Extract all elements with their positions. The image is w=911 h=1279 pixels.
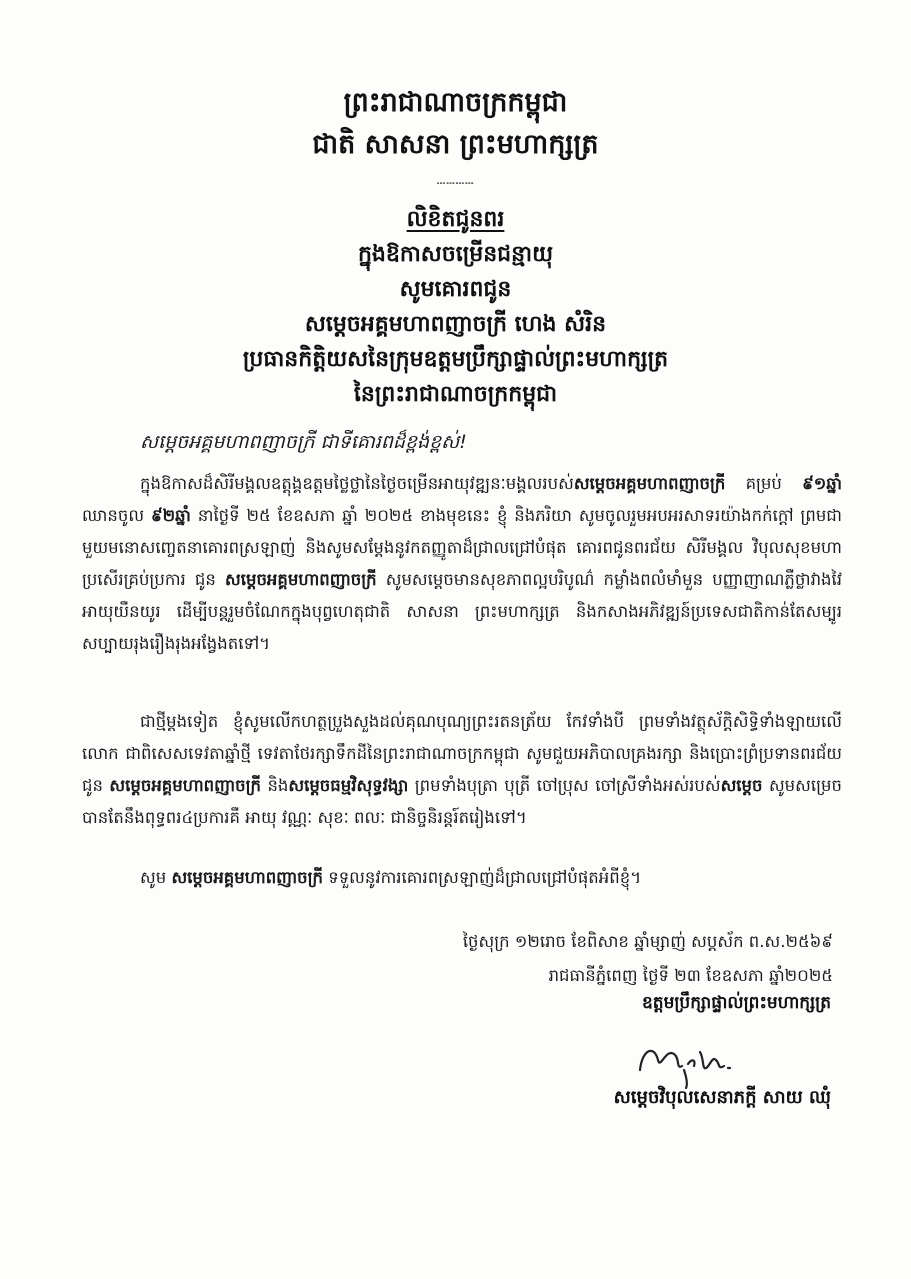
solar-date: រាជធានីភ្នំពេញ ថ្ងៃទី ២៣ ខែឧសភា ឆ្នាំ២០២៥ (548, 966, 833, 985)
paragraph-2 (82, 706, 842, 834)
occasion-title: ក្នុងឱកាសចម្រើនជន្មាយុ (357, 242, 554, 267)
p1-bold-d: ៩១ឆ្នាំ (802, 474, 842, 493)
p1-text-i: សូមសម្តេចមានសុខភាពល្អបរិបូណ៌ កម្លាំងពលំមាំមួន បញ្ញាញាណភ្លឺថ្លាវាងវៃ អាយុយឺនយូរ ដើម្បីបន្តរួមចំណែកក្នុងបុព្វហេតុជាតិ សាសនា ព្រះមហាក្សត្រ និងកសាងអភិវឌ្ឍន៍ប្រទេសជាតិកាន់តែសម្បូរសប្បាយរុងរឿងរុងអង្វែងតទៅ។ (82, 570, 842, 653)
respect-line: សូមគោរពជូន (399, 277, 512, 302)
letter-titles (0, 202, 911, 412)
p1-text-g: នាថ្ងៃទី ២៥ ខែឧសភា ឆ្នាំ ២០២៥ ខាងមុខនេះ ខ្ញុំ និងភរិយា សូមចូលរួមអបអរសាទរយ៉ាងកក់ក្តៅ ព្រមជាមួយមនោសញ្ចេតនាគោរពស្រឡាញ់ និងសូមសម្តែងនូវកតញ្ញូតាដ៏ជ្រាលជ្រៅបំផុត គោរពជូនពរជ័យ សិរីមង្គល វិបុលសុខមហាប្រសើរគ្រប់ប្រការ ជូន (82, 506, 842, 589)
p1-text-c: គម្រប់ (725, 474, 803, 493)
p2-text-e: ព្រមទាំងបុត្រា បុត្រី ចៅប្រុស ចៅស្រីទាំងអស់របស់ (408, 776, 721, 795)
p1-text-a: ក្នុងឱកាសដ៏សិរីមង្គលឧត្តុង្គឧត្តមថ្លៃថ្លានៃថ្ងៃចម្រើនអាយុវឌ្ឍនៈមង្គលរបស់ (140, 474, 574, 493)
p2-text-a: ជាថ្មីម្តងទៀត ខ្ញុំសូមលើកហត្ថប្រួងសួងដល់គុណបុណ្យព្រះរតនត្រ័យ កែវទាំងបី ព្រមទាំងវត្ថុស័ក្តិសិទ្ធិទាំងឡាយលើលោក ជាពិសេសទេវតាឆ្នាំថ្មី ទេវតាថែរក្សាទឹកដីនៃព្រះរាជាណាចក្រកម្ពុជា សូមជួយអភិបាលគ្រងរក្សា និងប្រោះព្រំប្រទានពរជ័យ ជូន (82, 712, 842, 795)
signer-name: សម្តេចវិបុលសេនាភក្តី សាយ ឈុំ (613, 1087, 831, 1108)
salutation: សម្តេចអគ្គមហាពញាចក្រី ជាទីគោរពដ៏ខ្ពង់ខ្ពស់! (140, 431, 467, 453)
recipient-position: ប្រធានកិត្តិយសនៃក្រុមឧត្តមប្រឹក្សាផ្ទាល់ព្រះមហាក្សត្រ (242, 347, 669, 372)
recipient-name: សម្តេចអគ្គមហាពញាចក្រី ហេង សំរិន (304, 312, 607, 337)
p1-text-e: ឈានចូល (82, 506, 151, 525)
national-motto: ជាតិ សាសនា ព្រះមហាក្សត្រ (312, 129, 599, 160)
p1-bold-h: សម្តេចអគ្គមហាពញាចក្រី (225, 570, 377, 589)
p2-bold-b: សម្តេចអគ្គមហាពញាចក្រី (109, 776, 261, 795)
p2-text-g: សូមសម្រេចបានតែនឹងពុទ្ធពរ៤ប្រការគឺ អាយុ វណ្ណៈ សុខៈ ពលៈ ជានិច្ចនិរន្តរ៍តរៀងទៅ។ (82, 776, 842, 827)
letterhead (0, 82, 911, 166)
p3-bold-b: សម្តេចអគ្គមហាពញាចក្រី (171, 868, 323, 887)
signer-title: ឧត្តមប្រឹក្សាផ្ទាល់ព្រះមហាក្សត្រ (641, 993, 831, 1013)
p2-bold-d: សម្តេចធម្មវិសុទ្ធវង្សា (288, 776, 409, 795)
p2-text-c: និង (260, 776, 289, 795)
paragraph-1 (82, 468, 842, 660)
paragraph-3 (140, 868, 641, 892)
ornament-divider (0, 176, 911, 192)
p1-bold-f: ៩២ឆ្នាំ (150, 506, 191, 525)
p3-text-a: សូម (140, 868, 172, 887)
p2-bold-f: សម្តេច (720, 776, 763, 795)
p3-text-c: ទទួលនូវការគោរពស្រឡាញ់ដ៏ជ្រាលជ្រៅបំផុតអំពីខ្ញុំ។ (322, 868, 642, 887)
kingdom-name: ព្រះរាជាណាចក្រកម្ពុជា (343, 87, 568, 118)
date-block (463, 925, 833, 993)
signature-icon (632, 1030, 752, 1090)
ornament-icon: ┄┄┄┄ (436, 176, 475, 192)
lunar-date: ថ្ងៃសុក្រ ១២រោច ខែពិសាខ ឆ្នាំម្សាញ់ សប្តស័ក ព.ស.២៥៦៩ (462, 932, 833, 951)
p1-bold-b: សម្តេចអគ្គមហាពញាចក្រី (573, 474, 726, 493)
recipient-country: នៃព្រះរាជាណាចក្រកម្ពុជា (353, 382, 558, 407)
letter-type-title: លិខិតជូនពរ (406, 207, 505, 232)
